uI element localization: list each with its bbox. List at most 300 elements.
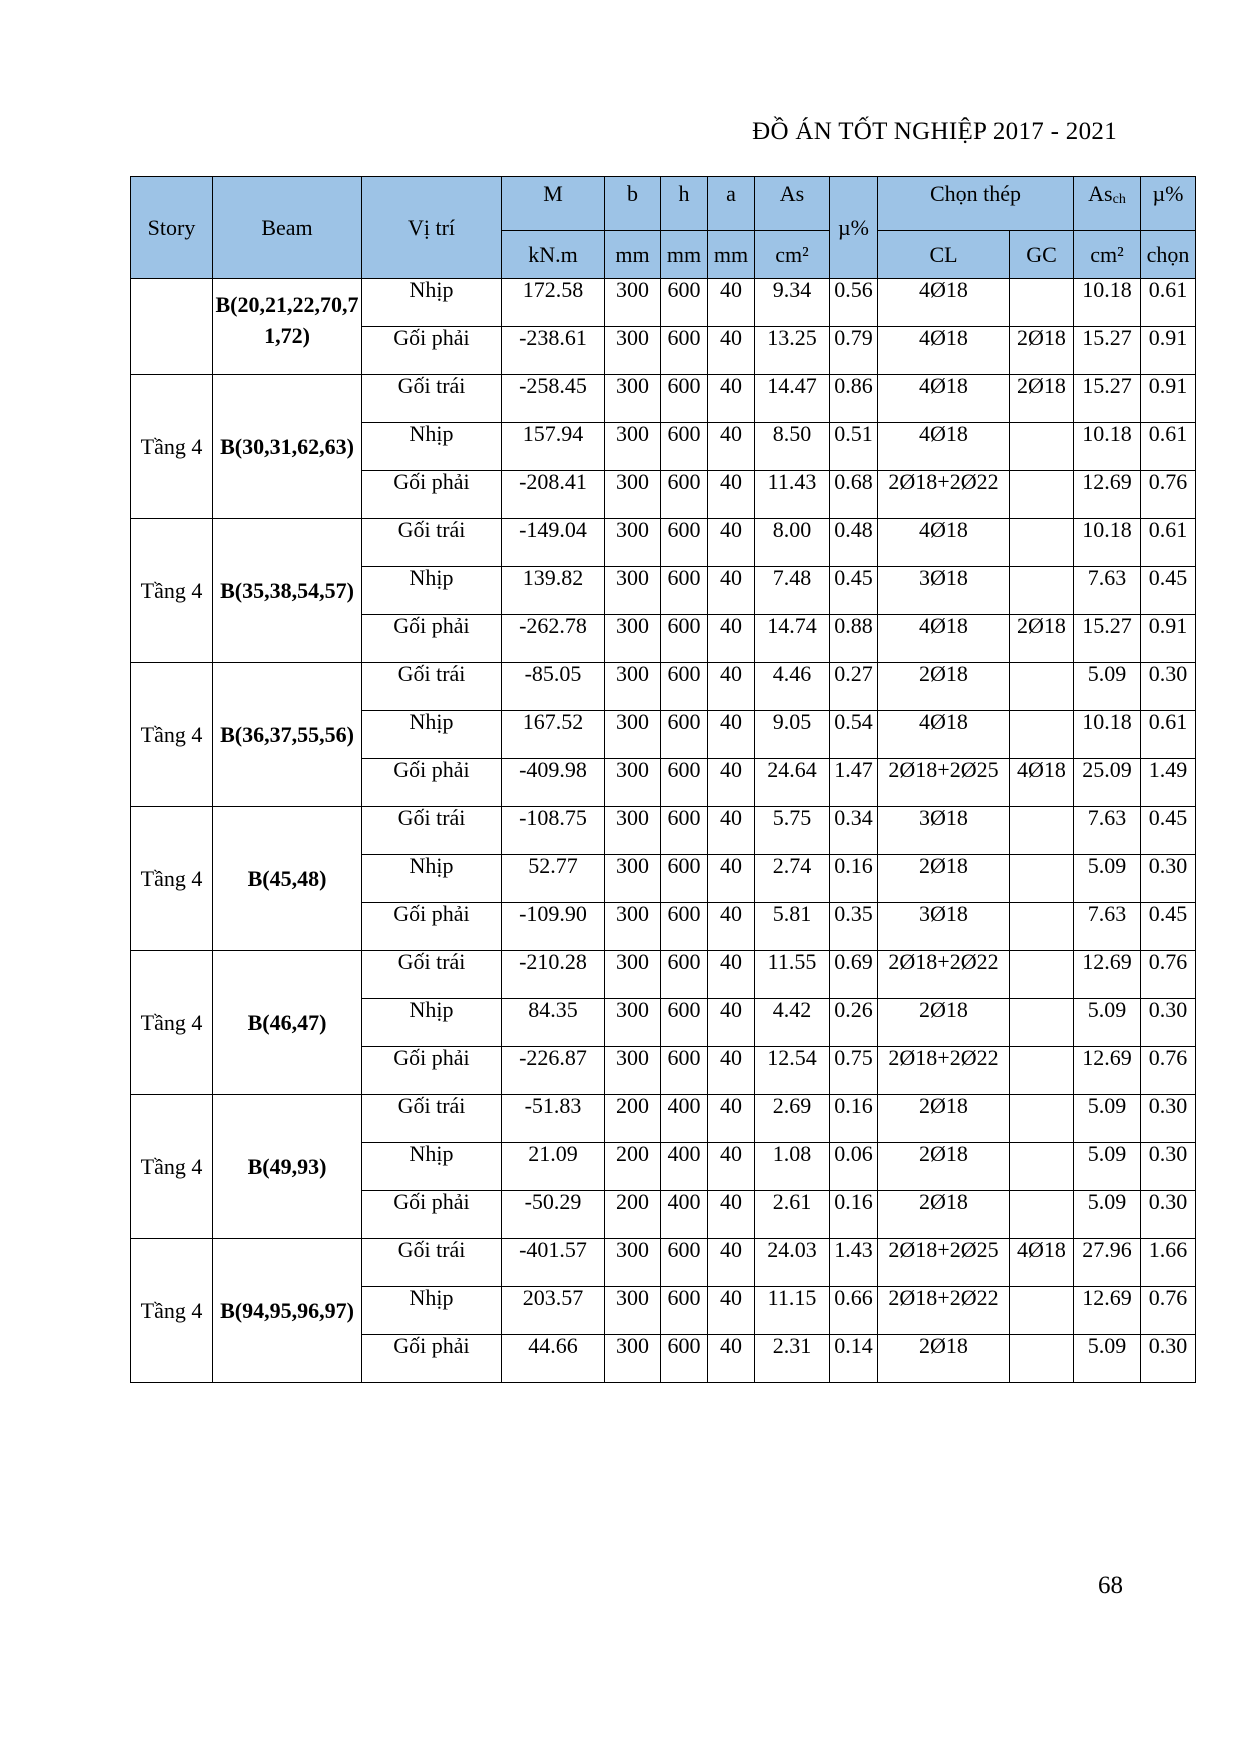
position-cell: Nhịp — [362, 1143, 502, 1191]
header-cl: CL — [878, 231, 1010, 279]
steel-gc-cell — [1010, 999, 1074, 1047]
mu-cell: 0.16 — [830, 1191, 878, 1239]
mu-cell: 0.75 — [830, 1047, 878, 1095]
b-cell: 300 — [605, 903, 661, 951]
beam-cell: B(94,95,96,97) — [213, 1239, 362, 1383]
as-cell: 14.74 — [755, 615, 830, 663]
mu-chosen-cell: 0.76 — [1141, 1047, 1196, 1095]
header-mu-chosen: µ% — [1141, 177, 1196, 231]
asch-cell: 15.27 — [1074, 615, 1141, 663]
mu-cell: 0.27 — [830, 663, 878, 711]
as-cell: 8.50 — [755, 423, 830, 471]
position-cell: Gối phải — [362, 327, 502, 375]
as-cell: 7.48 — [755, 567, 830, 615]
steel-gc-cell — [1010, 279, 1074, 327]
steel-gc-cell — [1010, 663, 1074, 711]
h-cell: 600 — [661, 999, 708, 1047]
as-cell: 11.43 — [755, 471, 830, 519]
mu-chosen-cell: 0.45 — [1141, 807, 1196, 855]
b-cell: 300 — [605, 1239, 661, 1287]
asch-cell: 5.09 — [1074, 663, 1141, 711]
table-row — [131, 519, 1196, 567]
moment-cell: -108.75 — [502, 807, 605, 855]
beam-cell: B(35,38,54,57) — [213, 519, 362, 663]
a-cell: 40 — [708, 1047, 755, 1095]
steel-cl-cell: 2Ø18 — [878, 1335, 1010, 1383]
asch-cell: 5.09 — [1074, 1335, 1141, 1383]
moment-cell: 167.52 — [502, 711, 605, 759]
asch-cell: 5.09 — [1074, 1191, 1141, 1239]
header-a-unit: mm — [708, 231, 755, 279]
mu-cell: 0.68 — [830, 471, 878, 519]
story-cell: Tầng 4 — [131, 951, 213, 1095]
a-cell: 40 — [708, 279, 755, 327]
header-b: b — [605, 177, 661, 231]
mu-chosen-cell: 0.30 — [1141, 855, 1196, 903]
position-cell: Gối phải — [362, 615, 502, 663]
position-cell: Gối phải — [362, 471, 502, 519]
position-cell: Gối trái — [362, 1095, 502, 1143]
mu-chosen-cell: 1.66 — [1141, 1239, 1196, 1287]
beam-cell: B(49,93) — [213, 1095, 362, 1239]
asch-cell: 10.18 — [1074, 519, 1141, 567]
b-cell: 300 — [605, 471, 661, 519]
mu-cell: 0.34 — [830, 807, 878, 855]
mu-chosen-cell: 1.49 — [1141, 759, 1196, 807]
a-cell: 40 — [708, 951, 755, 999]
steel-cl-cell: 4Ø18 — [878, 279, 1010, 327]
steel-cl-cell: 2Ø18 — [878, 855, 1010, 903]
beam-cell: B(36,37,55,56) — [213, 663, 362, 807]
moment-cell: -409.98 — [502, 759, 605, 807]
steel-cl-cell: 3Ø18 — [878, 903, 1010, 951]
header-a: a — [708, 177, 755, 231]
as-cell: 9.34 — [755, 279, 830, 327]
moment-cell: 157.94 — [502, 423, 605, 471]
position-cell: Gối trái — [362, 375, 502, 423]
mu-chosen-cell: 0.61 — [1141, 423, 1196, 471]
moment-cell: -401.57 — [502, 1239, 605, 1287]
a-cell: 40 — [708, 615, 755, 663]
table-row — [131, 279, 1196, 327]
position-cell: Nhịp — [362, 999, 502, 1047]
h-cell: 600 — [661, 1335, 708, 1383]
h-cell: 600 — [661, 807, 708, 855]
beam-cell: B(45,48) — [213, 807, 362, 951]
header-steel-selection: Chọn thép — [878, 177, 1074, 231]
story-cell: Tầng 4 — [131, 375, 213, 519]
beam-cell: B(30,31,62,63) — [213, 375, 362, 519]
steel-cl-cell: 3Ø18 — [878, 567, 1010, 615]
steel-gc-cell — [1010, 855, 1074, 903]
story-cell: Tầng 4 — [131, 663, 213, 807]
moment-cell: -262.78 — [502, 615, 605, 663]
h-cell: 600 — [661, 279, 708, 327]
b-cell: 200 — [605, 1095, 661, 1143]
b-cell: 300 — [605, 423, 661, 471]
h-cell: 600 — [661, 711, 708, 759]
asch-cell: 12.69 — [1074, 1047, 1141, 1095]
position-cell: Nhịp — [362, 1287, 502, 1335]
table-row — [131, 951, 1196, 999]
page-header-title: ĐỒ ÁN TỐT NGHIỆP 2017 - 2021 — [752, 118, 1117, 145]
mu-chosen-cell: 0.91 — [1141, 375, 1196, 423]
steel-gc-cell: 4Ø18 — [1010, 759, 1074, 807]
header-as-unit: cm² — [755, 231, 830, 279]
mu-cell: 0.88 — [830, 615, 878, 663]
h-cell: 600 — [661, 1239, 708, 1287]
position-cell: Gối trái — [362, 663, 502, 711]
beam-reinforcement-table — [130, 176, 1196, 1383]
steel-cl-cell: 4Ø18 — [878, 327, 1010, 375]
as-cell: 11.55 — [755, 951, 830, 999]
table-body — [131, 279, 1196, 1383]
mu-chosen-cell: 0.61 — [1141, 711, 1196, 759]
mu-cell: 0.14 — [830, 1335, 878, 1383]
mu-cell: 1.47 — [830, 759, 878, 807]
position-cell: Nhịp — [362, 279, 502, 327]
mu-chosen-cell: 0.61 — [1141, 279, 1196, 327]
steel-cl-cell: 4Ø18 — [878, 519, 1010, 567]
mu-chosen-cell: 0.30 — [1141, 1191, 1196, 1239]
steel-cl-cell: 2Ø18+2Ø25 — [878, 759, 1010, 807]
b-cell: 200 — [605, 1143, 661, 1191]
steel-cl-cell: 2Ø18+2Ø22 — [878, 951, 1010, 999]
steel-cl-cell: 2Ø18+2Ø22 — [878, 471, 1010, 519]
position-cell: Nhịp — [362, 423, 502, 471]
a-cell: 40 — [708, 327, 755, 375]
steel-cl-cell: 2Ø18 — [878, 999, 1010, 1047]
header-gc: GC — [1010, 231, 1074, 279]
table-row — [131, 375, 1196, 423]
b-cell: 300 — [605, 1047, 661, 1095]
steel-cl-cell: 4Ø18 — [878, 711, 1010, 759]
moment-cell: 84.35 — [502, 999, 605, 1047]
moment-cell: 21.09 — [502, 1143, 605, 1191]
as-cell: 2.31 — [755, 1335, 830, 1383]
moment-cell: -50.29 — [502, 1191, 605, 1239]
story-cell — [131, 279, 213, 375]
position-cell: Gối trái — [362, 1239, 502, 1287]
steel-cl-cell: 2Ø18 — [878, 1191, 1010, 1239]
mu-chosen-cell: 0.61 — [1141, 519, 1196, 567]
asch-cell: 7.63 — [1074, 567, 1141, 615]
a-cell: 40 — [708, 999, 755, 1047]
position-cell: Gối phải — [362, 1047, 502, 1095]
steel-cl-cell: 4Ø18 — [878, 375, 1010, 423]
h-cell: 400 — [661, 1095, 708, 1143]
mu-cell: 0.66 — [830, 1287, 878, 1335]
asch-cell: 10.18 — [1074, 711, 1141, 759]
moment-cell: 203.57 — [502, 1287, 605, 1335]
mu-chosen-cell: 0.30 — [1141, 1335, 1196, 1383]
moment-cell: 52.77 — [502, 855, 605, 903]
a-cell: 40 — [708, 855, 755, 903]
mu-cell: 0.16 — [830, 1095, 878, 1143]
steel-cl-cell: 2Ø18 — [878, 1095, 1010, 1143]
as-cell: 2.69 — [755, 1095, 830, 1143]
b-cell: 300 — [605, 615, 661, 663]
story-cell: Tầng 4 — [131, 1095, 213, 1239]
moment-cell: 172.58 — [502, 279, 605, 327]
steel-gc-cell — [1010, 423, 1074, 471]
position-cell: Nhịp — [362, 711, 502, 759]
steel-gc-cell — [1010, 1047, 1074, 1095]
moment-cell: -226.87 — [502, 1047, 605, 1095]
position-cell: Gối phải — [362, 759, 502, 807]
as-cell: 5.81 — [755, 903, 830, 951]
steel-cl-cell: 4Ø18 — [878, 423, 1010, 471]
as-cell: 11.15 — [755, 1287, 830, 1335]
b-cell: 300 — [605, 807, 661, 855]
as-cell: 13.25 — [755, 327, 830, 375]
steel-gc-cell — [1010, 1143, 1074, 1191]
story-cell: Tầng 4 — [131, 519, 213, 663]
asch-cell: 10.18 — [1074, 279, 1141, 327]
steel-cl-cell: 3Ø18 — [878, 807, 1010, 855]
steel-gc-cell: 2Ø18 — [1010, 615, 1074, 663]
h-cell: 600 — [661, 519, 708, 567]
b-cell: 300 — [605, 375, 661, 423]
b-cell: 300 — [605, 1335, 661, 1383]
mu-chosen-cell: 0.76 — [1141, 951, 1196, 999]
asch-cell: 15.27 — [1074, 327, 1141, 375]
h-cell: 600 — [661, 375, 708, 423]
h-cell: 600 — [661, 567, 708, 615]
header-b-unit: mm — [605, 231, 661, 279]
position-cell: Gối trái — [362, 951, 502, 999]
h-cell: 600 — [661, 1047, 708, 1095]
b-cell: 300 — [605, 519, 661, 567]
steel-gc-cell — [1010, 567, 1074, 615]
asch-cell: 12.69 — [1074, 471, 1141, 519]
mu-cell: 0.69 — [830, 951, 878, 999]
as-cell: 4.42 — [755, 999, 830, 1047]
header-asch-unit: cm² — [1074, 231, 1141, 279]
asch-cell: 25.09 — [1074, 759, 1141, 807]
asch-cell: 15.27 — [1074, 375, 1141, 423]
a-cell: 40 — [708, 1191, 755, 1239]
a-cell: 40 — [708, 1095, 755, 1143]
moment-cell: -238.61 — [502, 327, 605, 375]
h-cell: 600 — [661, 663, 708, 711]
as-cell: 8.00 — [755, 519, 830, 567]
a-cell: 40 — [708, 903, 755, 951]
moment-cell: -51.83 — [502, 1095, 605, 1143]
b-cell: 300 — [605, 759, 661, 807]
mu-cell: 0.48 — [830, 519, 878, 567]
b-cell: 300 — [605, 663, 661, 711]
b-cell: 300 — [605, 327, 661, 375]
steel-gc-cell — [1010, 903, 1074, 951]
a-cell: 40 — [708, 663, 755, 711]
steel-cl-cell: 2Ø18+2Ø25 — [878, 1239, 1010, 1287]
header-position: Vị trí — [362, 177, 502, 279]
moment-cell: -149.04 — [502, 519, 605, 567]
header-h-unit: mm — [661, 231, 708, 279]
mu-cell: 0.51 — [830, 423, 878, 471]
mu-chosen-cell: 0.91 — [1141, 615, 1196, 663]
position-cell: Gối phải — [362, 1335, 502, 1383]
steel-gc-cell: 2Ø18 — [1010, 327, 1074, 375]
h-cell: 600 — [661, 327, 708, 375]
position-cell: Gối phải — [362, 1191, 502, 1239]
moment-cell: -210.28 — [502, 951, 605, 999]
a-cell: 40 — [708, 1335, 755, 1383]
steel-cl-cell: 2Ø18 — [878, 663, 1010, 711]
header-moment: M — [502, 177, 605, 231]
mu-cell: 0.45 — [830, 567, 878, 615]
steel-gc-cell — [1010, 1095, 1074, 1143]
mu-cell: 0.06 — [830, 1143, 878, 1191]
steel-gc-cell — [1010, 711, 1074, 759]
steel-cl-cell: 2Ø18+2Ø22 — [878, 1287, 1010, 1335]
a-cell: 40 — [708, 375, 755, 423]
b-cell: 300 — [605, 567, 661, 615]
h-cell: 600 — [661, 1287, 708, 1335]
as-cell: 1.08 — [755, 1143, 830, 1191]
page-number: 68 — [1098, 1572, 1123, 1599]
a-cell: 40 — [708, 1143, 755, 1191]
mu-chosen-cell: 0.76 — [1141, 1287, 1196, 1335]
as-cell: 4.46 — [755, 663, 830, 711]
a-cell: 40 — [708, 519, 755, 567]
as-cell: 2.61 — [755, 1191, 830, 1239]
asch-cell: 12.69 — [1074, 1287, 1141, 1335]
h-cell: 400 — [661, 1191, 708, 1239]
mu-chosen-cell: 0.91 — [1141, 327, 1196, 375]
asch-cell: 5.09 — [1074, 999, 1141, 1047]
as-cell: 5.75 — [755, 807, 830, 855]
moment-cell: -85.05 — [502, 663, 605, 711]
position-cell: Gối phải — [362, 903, 502, 951]
a-cell: 40 — [708, 1287, 755, 1335]
steel-gc-cell — [1010, 1287, 1074, 1335]
moment-cell: -208.41 — [502, 471, 605, 519]
mu-chosen-cell: 0.76 — [1141, 471, 1196, 519]
asch-cell: 5.09 — [1074, 1143, 1141, 1191]
as-cell: 12.54 — [755, 1047, 830, 1095]
h-cell: 600 — [661, 951, 708, 999]
mu-cell: 0.16 — [830, 855, 878, 903]
beam-cell: B(46,47) — [213, 951, 362, 1095]
mu-cell: 0.26 — [830, 999, 878, 1047]
mu-cell: 0.79 — [830, 327, 878, 375]
header-mu-chosen-sub: chọn — [1141, 231, 1196, 279]
asch-cell: 7.63 — [1074, 807, 1141, 855]
a-cell: 40 — [708, 807, 755, 855]
mu-chosen-cell: 0.30 — [1141, 999, 1196, 1047]
steel-gc-cell — [1010, 519, 1074, 567]
steel-gc-cell — [1010, 1335, 1074, 1383]
mu-cell: 0.35 — [830, 903, 878, 951]
b-cell: 300 — [605, 999, 661, 1047]
as-cell: 24.03 — [755, 1239, 830, 1287]
position-cell: Nhịp — [362, 855, 502, 903]
position-cell: Gối trái — [362, 807, 502, 855]
asch-cell: 7.63 — [1074, 903, 1141, 951]
as-cell: 14.47 — [755, 375, 830, 423]
mu-cell: 1.43 — [830, 1239, 878, 1287]
steel-gc-cell — [1010, 951, 1074, 999]
table-row — [131, 807, 1196, 855]
beam-cell: B(20,21,22,70,71,72) — [213, 279, 362, 375]
h-cell: 400 — [661, 1143, 708, 1191]
steel-gc-cell: 2Ø18 — [1010, 375, 1074, 423]
header-beam: Beam — [213, 177, 362, 279]
steel-gc-cell: 4Ø18 — [1010, 1239, 1074, 1287]
a-cell: 40 — [708, 711, 755, 759]
mu-chosen-cell: 0.45 — [1141, 903, 1196, 951]
table-row — [131, 1095, 1196, 1143]
mu-cell: 0.86 — [830, 375, 878, 423]
moment-cell: -109.90 — [502, 903, 605, 951]
header-story: Story — [131, 177, 213, 279]
table-row — [131, 1239, 1196, 1287]
header-as: As — [755, 177, 830, 231]
steel-gc-cell — [1010, 807, 1074, 855]
steel-gc-cell — [1010, 1191, 1074, 1239]
a-cell: 40 — [708, 759, 755, 807]
as-cell: 9.05 — [755, 711, 830, 759]
asch-cell: 10.18 — [1074, 423, 1141, 471]
b-cell: 200 — [605, 1191, 661, 1239]
position-cell: Nhịp — [362, 567, 502, 615]
moment-cell: -258.45 — [502, 375, 605, 423]
h-cell: 600 — [661, 615, 708, 663]
header-moment-unit: kN.m — [502, 231, 605, 279]
as-cell: 2.74 — [755, 855, 830, 903]
header-h: h — [661, 177, 708, 231]
asch-cell: 5.09 — [1074, 1095, 1141, 1143]
b-cell: 300 — [605, 855, 661, 903]
a-cell: 40 — [708, 423, 755, 471]
asch-cell: 5.09 — [1074, 855, 1141, 903]
table-row — [131, 663, 1196, 711]
mu-cell: 0.56 — [830, 279, 878, 327]
h-cell: 600 — [661, 759, 708, 807]
mu-cell: 0.54 — [830, 711, 878, 759]
b-cell: 300 — [605, 951, 661, 999]
h-cell: 600 — [661, 423, 708, 471]
mu-chosen-cell: 0.45 — [1141, 567, 1196, 615]
mu-chosen-cell: 0.30 — [1141, 1143, 1196, 1191]
h-cell: 600 — [661, 903, 708, 951]
header-asch: $As_{ch}$ — [1074, 177, 1141, 231]
b-cell: 300 — [605, 279, 661, 327]
steel-cl-cell: 4Ø18 — [878, 615, 1010, 663]
a-cell: 40 — [708, 471, 755, 519]
story-cell: Tầng 4 — [131, 1239, 213, 1383]
steel-cl-cell: 2Ø18+2Ø22 — [878, 1047, 1010, 1095]
story-cell: Tầng 4 — [131, 807, 213, 951]
a-cell: 40 — [708, 567, 755, 615]
h-cell: 600 — [661, 855, 708, 903]
moment-cell: 139.82 — [502, 567, 605, 615]
mu-chosen-cell: 0.30 — [1141, 1095, 1196, 1143]
mu-chosen-cell: 0.30 — [1141, 663, 1196, 711]
steel-cl-cell: 2Ø18 — [878, 1143, 1010, 1191]
a-cell: 40 — [708, 1239, 755, 1287]
h-cell: 600 — [661, 471, 708, 519]
position-cell: Gối trái — [362, 519, 502, 567]
b-cell: 300 — [605, 711, 661, 759]
steel-gc-cell — [1010, 471, 1074, 519]
moment-cell: 44.66 — [502, 1335, 605, 1383]
asch-cell: 27.96 — [1074, 1239, 1141, 1287]
b-cell: 300 — [605, 1287, 661, 1335]
header-mu: µ% — [830, 177, 878, 279]
